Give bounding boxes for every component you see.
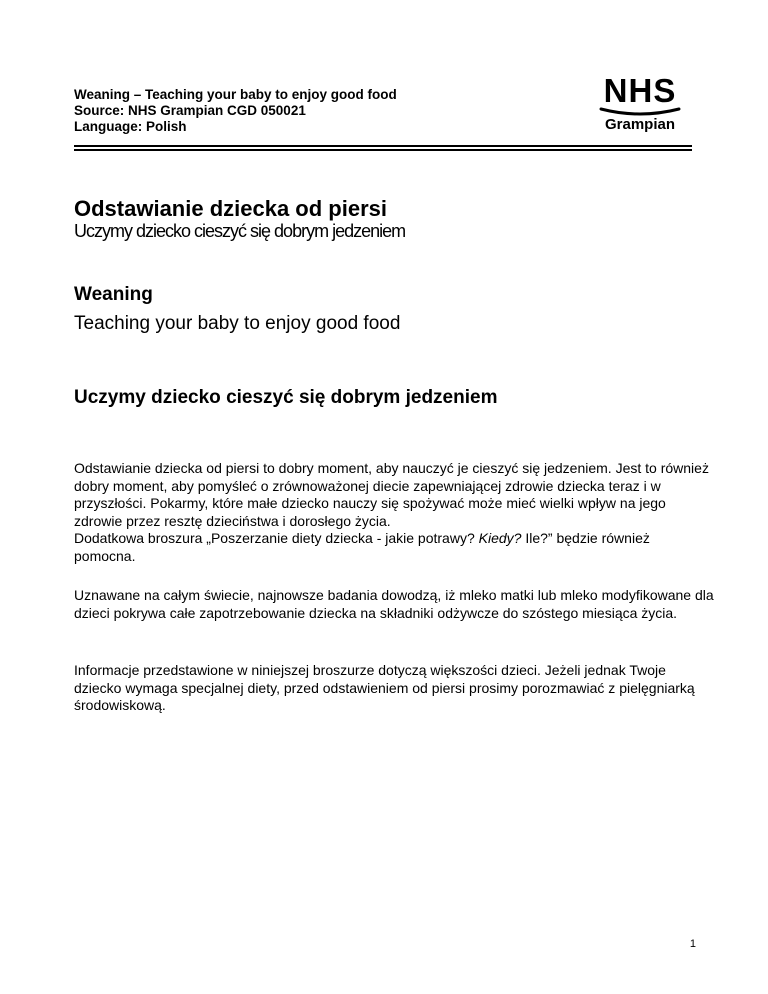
header-divider [74,149,692,151]
header-divider [74,145,692,147]
nhs-grampian-logo [592,74,688,140]
english-title: Weaning [74,284,153,305]
polish-title: Odstawianie dziecka od piersi [74,196,387,221]
paragraph-brochure-text-end: Ile?” będzie również pomocna. [74,530,650,564]
paragraph-brochure-italic: Kiedy? [478,530,522,546]
paragraph-intro: Odstawianie dziecka od piersi to dobry moment, aby nauczyć je cieszyć się jedzeniem. Jest to również dobry moment, aby pomyśleć o zrównoważonej diecie zapewniającej zdrowie dziecka teraz i w przyszłości. Pokarmy, które małe dziecko nauczy się spożywać może mieć wielki wpływ na jego zdrowie przez resztę dzieciństwa i dorosłego życia. [74,460,709,529]
logo-nhs-text: NHS [603,72,677,109]
logo-grampian-text: Grampian [604,116,676,133]
document-source-info [74,87,397,135]
paragraph-brochure [74,530,714,565]
page-number: 1 [689,938,696,950]
section-heading: Uczymy dziecko cieszyć się dobrym jedzeniem [74,387,498,408]
header-source-line: Source: NHS Grampian CGD 050021 [74,103,306,118]
header-title-line: Weaning – Teaching your baby to enjoy good food [74,87,397,102]
paragraph-research: Uznawane na całym świecie, najnowsze badania dowodzą, iż mleko matki lub mleko modyfikowane dla dzieci pokrywa całe zapotrzebowanie dziecka na składniki odżywcze do szóstego miesiąca życia. [74,587,714,621]
english-subtitle: Teaching your baby to enjoy good food [74,313,401,334]
paragraph-brochure-text: Dodatkowa broszura „Poszerzanie diety dziecka - jakie potrawy? [74,530,479,546]
paragraph-special-diet: Informacje przedstawione w niniejszej broszurze dotyczą większości dzieci. Jeżeli jednak Twoje dziecko wymaga specjalnej diety, przed odstawieniem od piersi prosimy porozmawiać z pielęgniarką środowiskową. [74,662,695,713]
polish-subtitle: Uczymy dziecko cieszyć się dobrym jedzeniem [74,221,406,241]
header-language-line: Language: Polish [74,119,187,134]
